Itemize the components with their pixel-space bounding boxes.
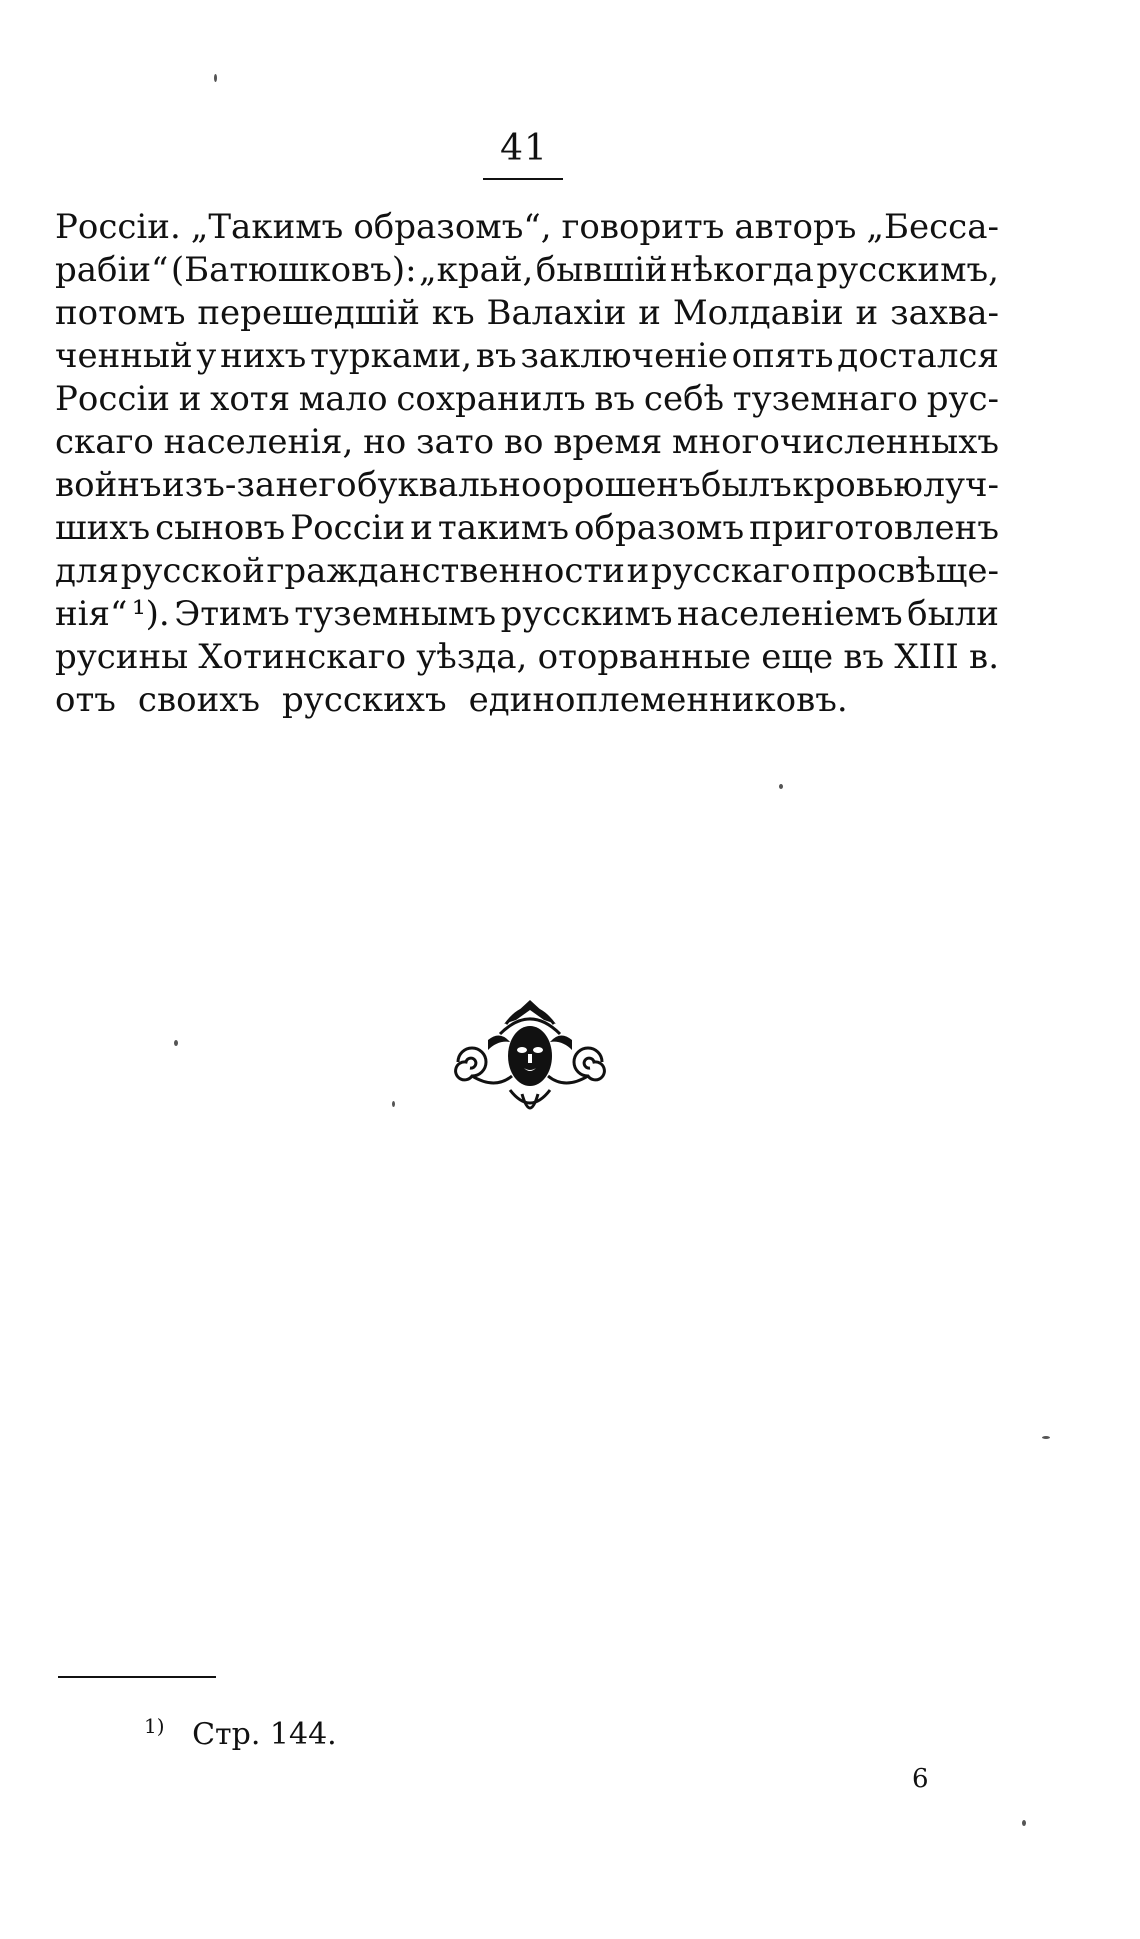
print-speck (779, 784, 783, 789)
word: русскимъ (500, 594, 673, 634)
word: достался (837, 336, 999, 376)
word: для (55, 551, 119, 591)
text-line (55, 464, 999, 507)
word: себѣ (643, 379, 725, 419)
word: бывшій (535, 250, 668, 290)
print-speck (214, 74, 217, 82)
footnote-rule (58, 1676, 216, 1678)
word: турками, (310, 336, 473, 376)
word: войнъ (55, 465, 162, 505)
word: заключеніе (520, 336, 728, 376)
word: Молдавіи (672, 293, 844, 333)
word: „Такимъ (190, 207, 344, 247)
word: шихъ (55, 508, 151, 548)
word: оторванные (537, 637, 752, 677)
word: мало (298, 379, 388, 419)
word: приготовленъ (749, 508, 999, 548)
word: Россіи (290, 508, 406, 548)
word: (Батюшковъ): (170, 250, 417, 290)
text-line (55, 249, 999, 292)
text-line (55, 378, 999, 421)
word: образомъ“, (353, 207, 552, 247)
word: него (275, 465, 357, 505)
word: туземнымъ (294, 594, 497, 634)
footnote-marker: 1) (144, 1714, 165, 1738)
word: гражданственности (266, 551, 625, 591)
word: сыновъ (155, 508, 286, 548)
print-speck (392, 1101, 395, 1107)
body-text (55, 206, 999, 722)
footnote-text: Стр. 144. (192, 1717, 337, 1752)
word: единоплеменниковъ. (468, 680, 848, 720)
word: русской (120, 551, 265, 591)
text-line (55, 292, 999, 335)
word: ¹). (131, 594, 170, 634)
word: говоритъ (561, 207, 725, 247)
word: просвѣще- (812, 551, 999, 591)
word: Россіи. (55, 207, 181, 247)
page-number-rule (483, 178, 563, 180)
word: еще (761, 637, 834, 677)
word: и (855, 293, 879, 333)
word: XIII (894, 637, 959, 677)
word: хотя (210, 379, 291, 419)
word: русины (55, 637, 189, 677)
word: отъ (55, 680, 116, 720)
word: Хотинскаго (198, 637, 407, 677)
word: опять (731, 336, 834, 376)
word: ченный (55, 336, 193, 376)
word: и (178, 379, 202, 419)
text-line (55, 636, 999, 679)
word: Валахіи (486, 293, 627, 333)
word: населеніемъ (677, 594, 903, 634)
print-speck (1022, 1820, 1026, 1826)
print-speck (174, 1040, 178, 1046)
word: авторъ (734, 207, 857, 247)
word: такимъ (437, 508, 569, 548)
text-line (55, 335, 999, 378)
word: время (553, 422, 663, 462)
word: орошенъ (541, 465, 701, 505)
word: были (907, 594, 999, 634)
word: уѣзда, (416, 637, 528, 677)
word: своихъ (137, 680, 261, 720)
word: луч- (923, 465, 999, 505)
footnote (144, 1714, 337, 1752)
word: нѣкогда (670, 250, 814, 290)
word: Этимъ (174, 594, 290, 634)
signature-mark: 6 (912, 1764, 929, 1794)
word: нія“ (55, 594, 128, 634)
word: русскимъ, (816, 250, 999, 290)
page-number: 41 (500, 128, 548, 169)
word: потомъ (55, 293, 186, 333)
word: русскаго (650, 551, 811, 591)
text-line (55, 206, 999, 249)
word: изъ-за (162, 465, 276, 505)
word: въ (475, 336, 517, 376)
word: многочисленныхъ (672, 422, 999, 462)
word: нихъ (220, 336, 307, 376)
word: перешедшій (197, 293, 420, 333)
word: рус- (926, 379, 999, 419)
print-speck (1042, 1436, 1050, 1439)
text-line (55, 550, 999, 593)
word: зато (416, 422, 495, 462)
word: в. (969, 637, 999, 677)
word: въ (594, 379, 636, 419)
word: во (503, 422, 544, 462)
text-line (55, 421, 999, 464)
word: къ (431, 293, 475, 333)
word: „край, (419, 250, 534, 290)
word: и (626, 551, 650, 591)
text-line (55, 507, 999, 550)
word: былъ (701, 465, 792, 505)
word: въ (843, 637, 885, 677)
text-line (55, 679, 999, 722)
word: и (638, 293, 661, 333)
word: но (363, 422, 407, 462)
word: Россіи (55, 379, 170, 419)
word: у (196, 336, 217, 376)
word: кровью (792, 465, 923, 505)
word: захва- (890, 293, 999, 333)
word: и (410, 508, 433, 548)
word: буквально (357, 465, 542, 505)
word: „Бесса- (866, 207, 999, 247)
word: рабіи“ (55, 250, 169, 290)
word: сохранилъ (396, 379, 586, 419)
word: туземнаго (732, 379, 918, 419)
text-line (55, 593, 999, 636)
word: населенія, (163, 422, 354, 462)
word: образомъ (574, 508, 745, 548)
word: скаго (55, 422, 154, 462)
grotesque-mask-ornament-icon (440, 994, 620, 1124)
word: русскихъ (282, 680, 447, 720)
